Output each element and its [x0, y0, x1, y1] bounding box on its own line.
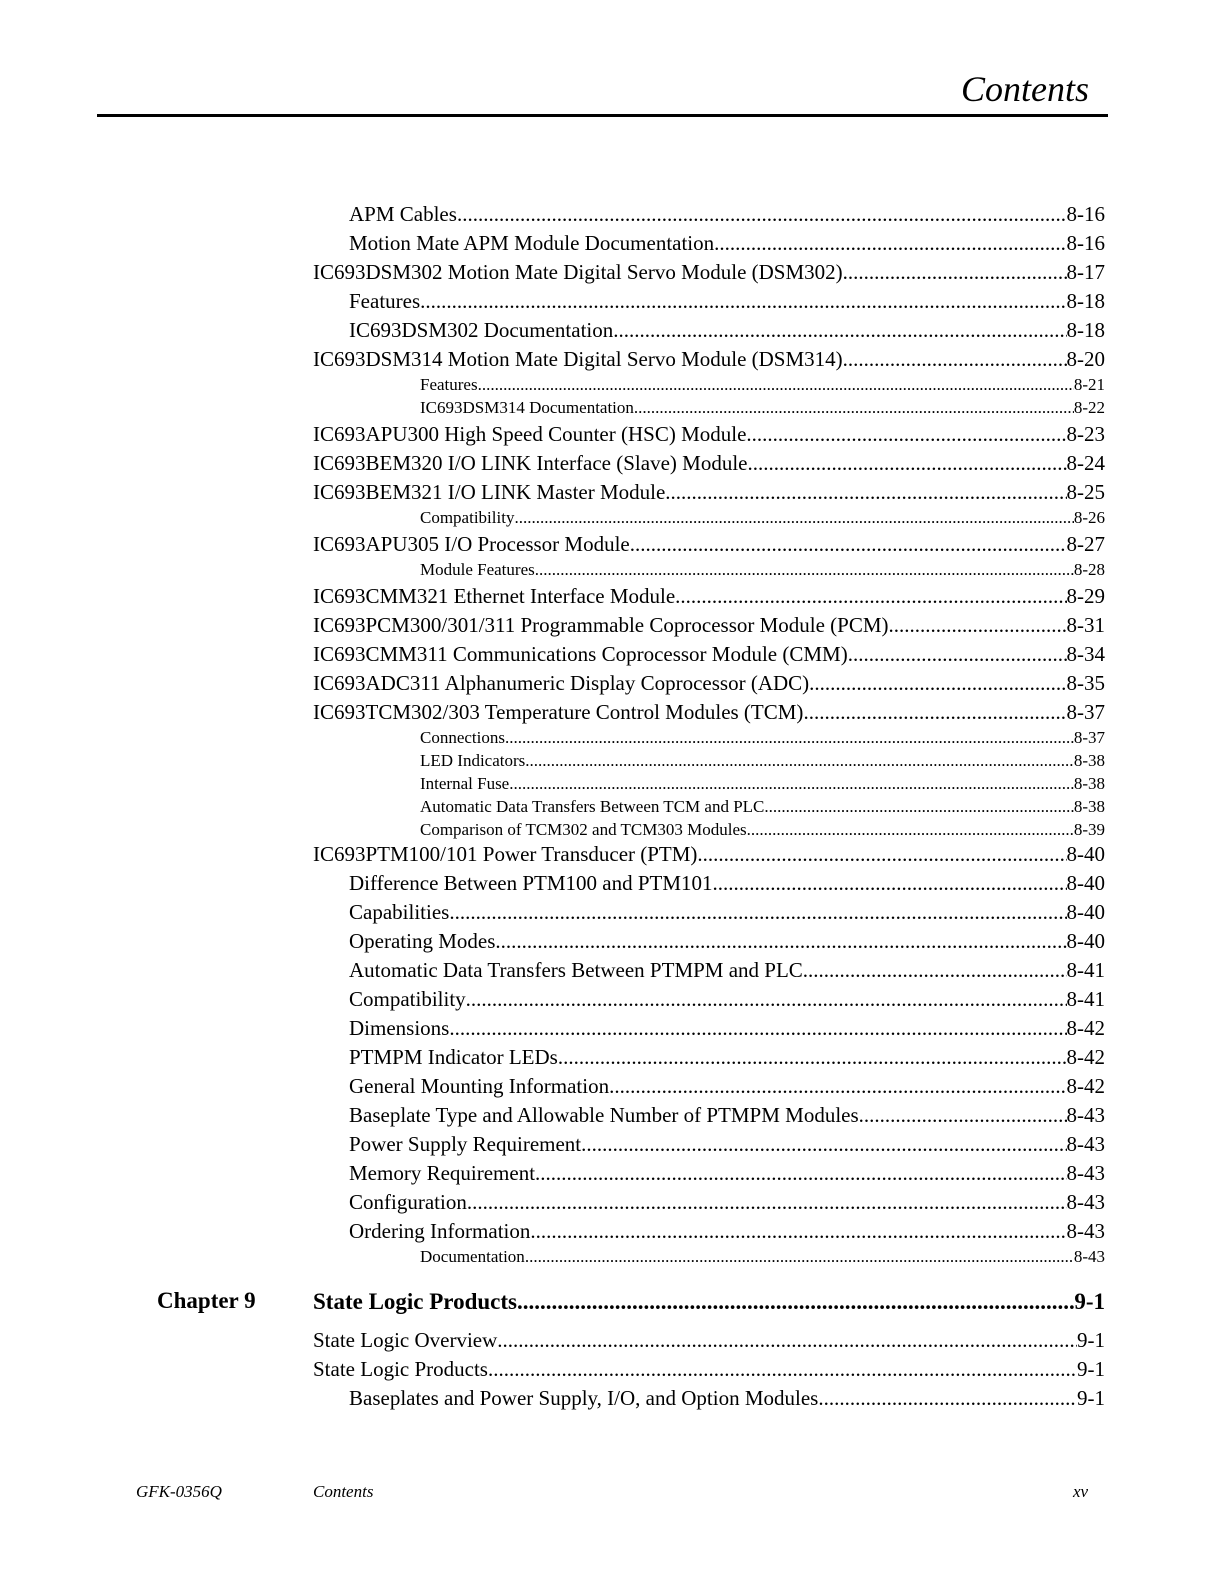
toc-entry[interactable]: Comparison of TCM302 and TCM303 Modules ..... 8-39	[420, 820, 1105, 840]
toc-entry[interactable]: Ordering Information ..... 8-43	[349, 1219, 1105, 1244]
toc-entry[interactable]: IC693DSM302 Documentation ..... 8-18	[349, 318, 1105, 343]
toc-entry[interactable]: APM Cables ..... 8-16	[349, 202, 1105, 227]
toc-entry[interactable]: Features ..... 8-21	[420, 375, 1105, 395]
toc-entry[interactable]: Module Features ..... 8-28	[420, 560, 1105, 580]
footer-doc-id: GFK-0356Q	[136, 1482, 222, 1501]
toc-entry[interactable]: Compatibility ..... 8-26	[420, 508, 1105, 528]
toc-entry[interactable]: Documentation ..... 8-43	[420, 1247, 1105, 1267]
toc-entry[interactable]: IC693BEM320 I/O LINK Interface (Slave) Module ..... 8-24	[313, 451, 1105, 476]
toc-entry[interactable]: Baseplate Type and Allowable Number of PTMPM Modules ..... 8-43	[349, 1103, 1105, 1128]
toc-entry[interactable]: Internal Fuse ..... 8-38	[420, 774, 1105, 794]
toc-entry[interactable]: Motion Mate APM Module Documentation ..... 8-16	[349, 231, 1105, 256]
toc-entry[interactable]: IC693BEM321 I/O LINK Master Module ..... 8-25	[313, 480, 1105, 505]
toc-entry[interactable]: IC693DSM314 Documentation ..... 8-22	[420, 398, 1105, 418]
toc-entry[interactable]: Configuration ..... 8-43	[349, 1190, 1105, 1215]
toc-entry[interactable]: Memory Requirement ..... 8-43	[349, 1161, 1105, 1186]
toc-entry[interactable]: IC693APU305 I/O Processor Module ..... 8-27	[313, 532, 1105, 557]
toc-entry[interactable]: Automatic Data Transfers Between PTMPM and PLC ..... 8-41	[349, 958, 1105, 983]
toc-entry[interactable]: IC693PCM300/301/311 Programmable Coprocessor Module (PCM) ..... 8-31	[313, 613, 1105, 638]
toc-entry[interactable]: PTMPM Indicator LEDs ..... 8-42	[349, 1045, 1105, 1070]
toc-entry[interactable]: Power Supply Requirement ..... 8-43	[349, 1132, 1105, 1157]
toc-entry[interactable]: IC693TCM302/303 Temperature Control Modules (TCM) ..... 8-37	[313, 700, 1105, 725]
page-header-title: Contents	[960, 69, 1089, 109]
toc-entry[interactable]: Automatic Data Transfers Between TCM and PLC ..... 8-38	[420, 797, 1105, 817]
toc-entry[interactable]: Compatibility ..... 8-41	[349, 987, 1105, 1012]
toc-entry[interactable]: Capabilities ..... 8-40	[349, 900, 1105, 925]
chapter-number: Chapter 9	[157, 1288, 256, 1313]
toc-entry[interactable]: General Mounting Information ..... 8-42	[349, 1074, 1105, 1099]
toc-entry[interactable]: Features. ..... 8-18	[349, 289, 1105, 314]
footer-page-number: xv	[1073, 1482, 1089, 1501]
toc-entry[interactable]: IC693DSM314 Motion Mate Digital Servo Module (DSM314) ..... 8-20	[313, 347, 1105, 372]
toc-entry[interactable]: State Logic Products ..... 9-1	[313, 1357, 1105, 1382]
toc-entry[interactable]: Dimensions ..... 8-42	[349, 1016, 1105, 1041]
toc-entry[interactable]: IC693PTM100/101 Power Transducer (PTM) ..... 8-40	[313, 842, 1105, 867]
toc-entry[interactable]: IC693APU300 High Speed Counter (HSC) Module ..... 8-23	[313, 422, 1105, 447]
toc-entry[interactable]: IC693CMM311 Communications Coprocessor Module (CMM) ..... 8-34	[313, 642, 1105, 667]
toc-entry[interactable]: Operating Modes ..... 8-40	[349, 929, 1105, 954]
toc-entry[interactable]: Baseplates and Power Supply, I/O, and Option Modules ..... 9-1	[349, 1386, 1105, 1411]
toc-entry[interactable]: IC693DSM302 Motion Mate Digital Servo Module (DSM302) ..... 8-17	[313, 260, 1105, 285]
toc-entry[interactable]: IC693CMM321 Ethernet Interface Module ..... 8-29	[313, 584, 1105, 609]
footer-section: Contents	[313, 1482, 374, 1501]
toc-entry[interactable]: LED Indicators ..... 8-38	[420, 751, 1105, 771]
chapter-heading-entry[interactable]: State Logic Products ..... 9-1	[313, 1288, 1105, 1316]
toc-entry[interactable]: Connections ..... 8-37	[420, 728, 1105, 748]
toc-entry[interactable]: Difference Between PTM100 and PTM101 ..... 8-40	[349, 871, 1105, 896]
toc-entry[interactable]: IC693ADC311 Alphanumeric Display Coprocessor (ADC) ..... 8-35	[313, 671, 1105, 696]
toc-entry[interactable]: State Logic Overview ..... 9-1	[313, 1328, 1105, 1353]
